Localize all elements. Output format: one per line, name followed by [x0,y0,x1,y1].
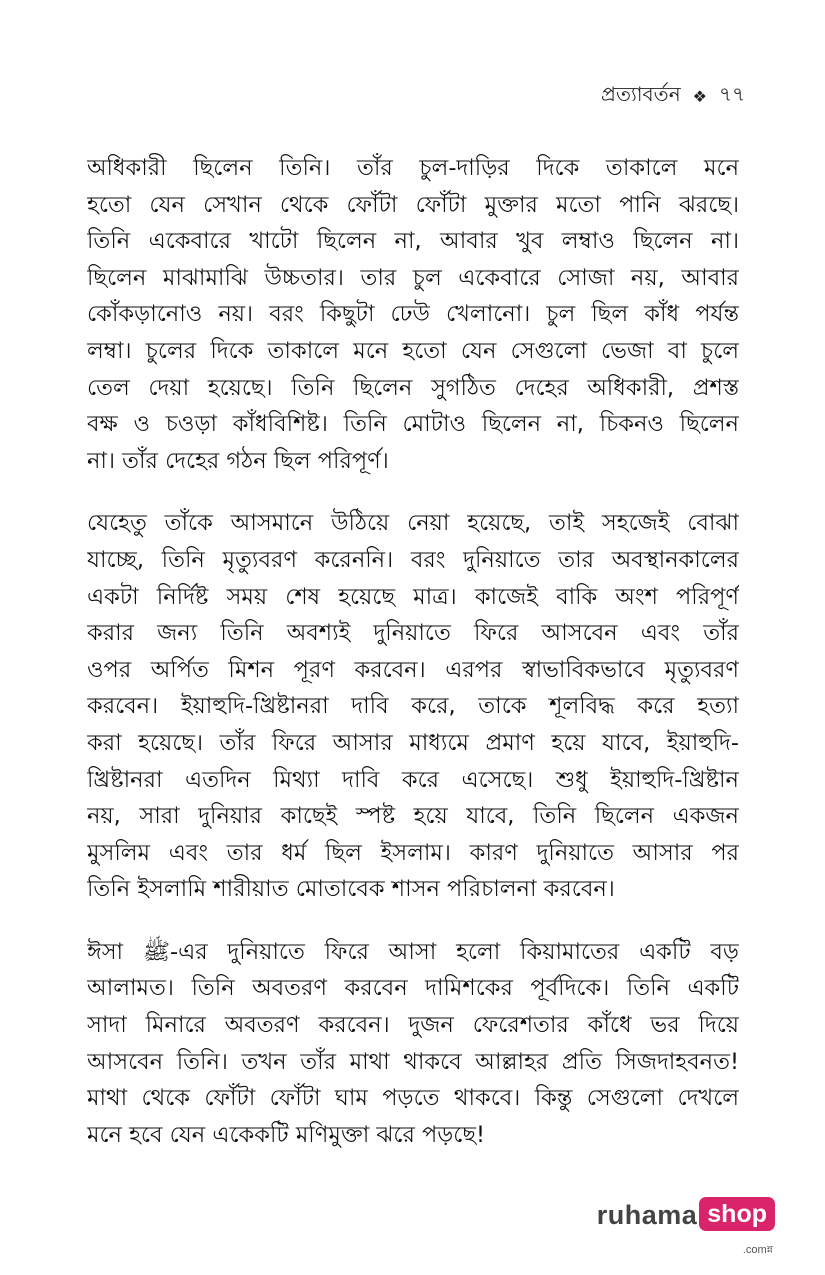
text-line: অধিকারী ছিলেন তিনি। তাঁর চুল-দাড়ির দিকে তাকালে মনে [87,155,739,181]
text-line: তেল দেয়া হয়েছে। তিনি ছিলেন সুগঠিত দেহের অধিকারী, প্রশস্ত [87,374,739,401]
text-line: সাদা মিনারে অবতরণ করবেন। দুজন ফেরেশতার কাঁধে ভর দিয়ে [87,1012,739,1039]
paragraph-1 [87,150,739,479]
text-line: লম্বা। চুলের দিকে তাকালে মনে হতো যেন সেগুলো ভেজা বা চুলে [87,337,739,364]
text-line: তিনি ইসলামি শারীয়াত মোতাবেক শাসন পরিচালনা করবেন। [87,876,615,903]
text-line: ওপর অর্পিত মিশন পূরণ করবেন। এরপর স্বাভাবিকভাবে মৃত্যুবরণ [87,656,739,683]
running-header [601,80,745,113]
text-line: বক্ষ ও চওড়া কাঁধবিশিষ্ট। তিনি মোটাও ছিলেন না, চিকনও ছিলেন [87,411,739,438]
paragraph-2 [87,505,739,908]
logo-shop-text: shop [707,1200,767,1228]
text-line: হতো যেন সেখান থেকে ফোঁটা ফোঁটা মুক্তার মতো পানি ঝরছে। [87,191,739,218]
text-line: মাথা থেকে ফোঁটা ফোঁটা ঘাম পড়তে থাকবে। কিন্তু সেগুলো দেখলে [87,1085,739,1112]
text-line: আসবেন তিনি। তখন তাঁর মাথা থাকবে আল্লাহর প্রতি সিজদাহবনত! [87,1048,739,1075]
text-line: যেহেতু তাঁকে আসমানে উঠিয়ে নেয়া হয়েছে, তাই সহজেই বোঝা [87,510,739,537]
text-line: খ্রিষ্টানরা এতদিন মিথ্যা দাবি করে এসেছে। শুধু ইয়াহুদি-খ্রিষ্টান [87,766,739,793]
text-line: করা হয়েছে। তাঁর ফিরে আসার মাধ্যমে প্রমাণ হয়ে যাবে, ইয়াহুদি- [87,729,739,756]
text-line: ঈসা ﷺ-এর দুনিয়াতে ফিরে আসা হলো কিয়ামাতের একটি বড় [87,938,739,965]
separator-ornament: ❖ [692,87,707,106]
text-line: একটা নির্দিষ্ট সময় শেষ হয়েছে মাত্র। কাজেই বাকি অংশ পরিপূর্ণ [87,583,739,610]
page-number: ৭৭ [718,82,745,106]
text-line: আলামত। তিনি অবতরণ করবেন দামিশকের পূর্বদিকে। তিনি একটি [87,975,739,1002]
paragraph-3 [87,934,739,1154]
logo-word: ruhama [596,1200,698,1230]
text-line: কোঁকড়ানোও নয়। বরং কিছুটা ঢেউ খেলানো। চুল ছিল কাঁধ পর্যন্ত [87,301,739,328]
text-line: করবেন। ইয়াহুদি-খ্রিষ্টানরা দাবি করে, তাকে শূলবিদ্ধ করে হত্যা [87,693,739,720]
logo-shop-badge [699,1197,775,1256]
text-line: মুসলিম এবং তার ধর্ম ছিল ইসলাম। কারণ দুনিয়াতে আসার পর [87,839,739,866]
text-line: যাচ্ছে, তিনি মৃত্যুবরণ করেননি। বরং দুনিয়াতে তার অবস্থানকালের [87,546,739,573]
text-line: ছিলেন মাঝামাঝি উচ্চতার। তার চুল একেবারে সোজা নয়, আবার [87,264,739,291]
text-line: না। তাঁর দেহের গঠন ছিল পরিপূর্ণ। [87,447,389,474]
text-line: মনে হবে যেন একেকটি মণিমুক্তা ঝরে পড়ছে! [87,1121,486,1148]
text-line: নয়, সারা দুনিয়ার কাছেই স্পষ্ট হয়ে যাবে, তিনি ছিলেন একজন [87,803,739,830]
page-body [87,150,739,1179]
text-line: তিনি একেবারে খাটো ছিলেন না, আবার খুব লম্বাও ছিলেন না। [87,228,739,255]
text-line: করার জন্য তিনি অবশ্যই দুনিয়াতে ফিরে আসবেন এবং তাঁর [87,620,739,647]
logo-domain-suffix: .comন্ন [742,1244,773,1256]
ruhamashop-logo [596,1197,775,1256]
running-title: প্রত্যাবর্তন [601,82,681,106]
